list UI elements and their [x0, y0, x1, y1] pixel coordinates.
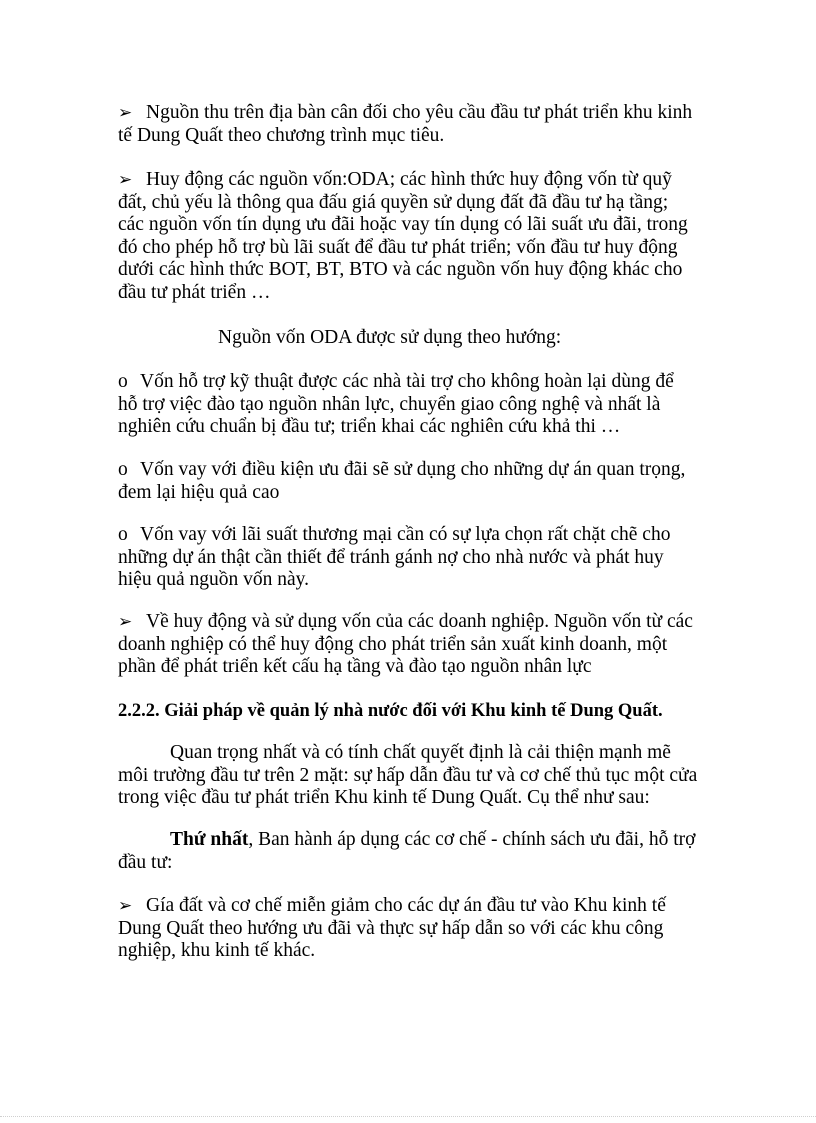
paragraph-text: Vốn hỗ trợ kỹ thuật được các nhà tài trợ cho không hoàn lại dùng để hỗ trợ việc đào tạo nguồn nhân lực, chuyển giao công nghệ và nhất là nghiên cứu chuẩn bị đầu tư; triển khai các nghiên cứu khả thi … — [118, 371, 674, 437]
arrow-bullet-icon: ➢ — [118, 612, 133, 632]
paragraph-text: Về huy động và sử dụng vốn của các doanh nghiệp. Nguồn vốn từ các doanh nghiệp có thể huy động cho phát triển sản xuất kinh doanh, một phần để phát triển kết cấu hạ tầng và đào tạo nguồn nhân lực — [118, 611, 693, 677]
page-bottom-divider — [0, 1116, 816, 1117]
bullet-paragraph-revenue — [118, 102, 698, 147]
paragraph-text: Vốn vay với điều kiện ưu đãi sẽ sử dụng cho những dự án quan trọng, đem lại hiệu quả cao — [118, 459, 686, 503]
circle-bullet-icon: o — [118, 524, 128, 545]
body-paragraph-first-measure — [118, 829, 698, 874]
paragraph-text: , Ban hành áp dụng các cơ chế - chính sách ưu đãi, hỗ trợ đầu tư: — [118, 829, 696, 873]
bullet-paragraph-land-price — [118, 895, 698, 963]
first-label: Thứ nhất — [170, 829, 249, 850]
paragraph-text: Huy động các nguồn vốn:ODA; các hình thức huy động vốn từ quỹ đất, chủ yếu là thông qua đấu giá quyền sử dụng đất đã đầu tư hạ tầng; các nguồn vốn tín dụng ưu đãi hoặc vay tín dụng có lãi suất ưu đãi, trong đó cho phép hỗ trợ bù lãi suất để đầu tư phát triển; vốn đầu tư huy động dưới các hình thức BOT, BT, BTO và các nguồn vốn huy động khác cho đầu tư phát triển … — [118, 169, 688, 303]
bullet-paragraph-enterprise-capital — [118, 611, 698, 679]
bullet-paragraph-capital-mobilization — [118, 169, 698, 304]
arrow-bullet-icon: ➢ — [118, 170, 133, 190]
oda-usage-title: Nguồn vốn ODA được sử dụng theo hướng: — [218, 327, 562, 348]
sub-bullet-technical-assistance — [118, 371, 698, 439]
arrow-bullet-icon: ➢ — [118, 103, 133, 123]
section-heading: 2.2.2. Giải pháp về quản lý nhà nước đối với Khu kinh tế Dung Quất. — [118, 701, 663, 721]
arrow-bullet-icon: ➢ — [118, 896, 133, 916]
paragraph-text: Nguồn thu trên địa bàn cân đối cho yêu cầu đầu tư phát triển khu kinh tế Dung Quất theo chương trình mục tiêu. — [118, 102, 693, 146]
circle-bullet-icon: o — [118, 459, 128, 480]
paragraph-text: Gía đất và cơ chế miễn giảm cho các dự án đầu tư vào Khu kinh tế Dung Quất theo hướng ưu đãi và thực sự hấp dẫn so với các khu công nghiệp, khu kinh tế khác. — [118, 895, 666, 961]
sub-bullet-commercial-loans — [118, 524, 698, 592]
circle-bullet-icon: o — [118, 371, 128, 392]
paragraph-text: Vốn vay với lãi suất thương mại cần có sự lựa chọn rất chặt chẽ cho những dự án thật cần thiết để tránh gánh nợ cho nhà nước và phát huy hiệu quả nguồn vốn này. — [118, 524, 671, 590]
sub-bullet-preferential-loans — [118, 459, 698, 504]
body-paragraph-investment-environment: Quan trọng nhất và có tính chất quyết định là cải thiện mạnh mẽ môi trường đầu tư trên 2 mặt: sự hấp dẫn đầu tư và cơ chế thủ tục một cửa trong việc đầu tư phát triển Khu kinh tế Dung Quất. Cụ thể như sau: — [118, 742, 698, 808]
